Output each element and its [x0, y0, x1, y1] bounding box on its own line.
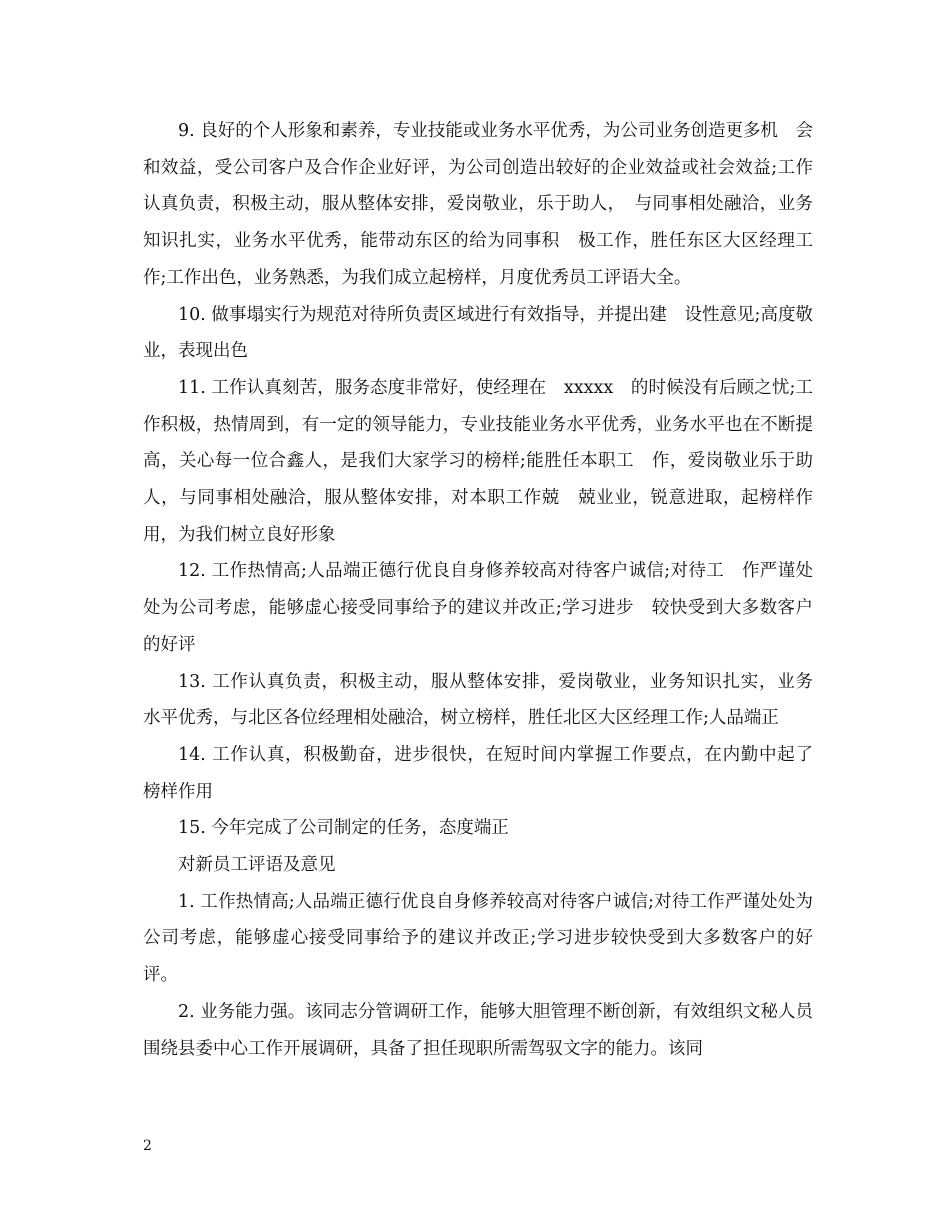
paragraph-14: 14. 工作认真，积极勤奋，进步很快，在短时间内掌握工作要点，在内勤中起了 榜样作用 [143, 744, 831, 802]
paragraph-15: 15. 今年完成了公司制定的任务，态度端正 [178, 818, 509, 839]
paragraph-11: 11. 工作认真刻苦，服务态度非常好，使经理在 xxxxx 的时候没有后顾之忧;工 作积极，热情周到，有一定的领导能力，专业技能业务水平优秀，业务水平也在不断提高，关心每一位合鑫人，是我们大家学习的榜样;能胜任本职工 作，爱岗敬业乐于助人，与同事相处融洽，服从整体安排，对本职工作兢 兢业业，锐意进取，起榜样作用，为我们树立良好形象 [143, 377, 831, 545]
paragraph-new-2: 2. 业务能力强。该同志分管调研工作，能够大胆管理不断创新，有效组织文秘人员围绕县委中心工作开展调研，具备了担任现职所需驾驭文字的能力。该同 [143, 1001, 813, 1059]
paragraph-new-1: 1. 工作热情高;人品端正德行优良自身修养较高对待客户诚信;对待工作严谨处处为公司考虑，能够虚心接受同事给予的建议并改正;学习进步较快受到大多数客户的好评。 [143, 891, 813, 986]
paragraph-10: 10. 做事塌实行为规范对待所负责区域进行有效指导，并提出建 设性意见;高度敬业，表现出色 [143, 304, 813, 362]
paragraph-9: 9. 良好的个人形象和素养，专业技能或业务水平优秀，为公司业务创造更多机 会和效益，受公司客户及合作企业好评，为公司创造出较好的企业效益或社会效益;工作认真负责，积极主动，服从整体安排，爱岗敬业，乐于助人， 与同事相处融洽，业务知识扎实，业务水平优秀，能带动东区的给为同事积 极工作，胜任东区大区经理工作;工作出色，业务熟悉，为我们成立起榜样，月度优秀员工评语大全。 [143, 121, 813, 288]
section-heading: 对新员工评语及意见 [178, 855, 336, 876]
page-number: 2 [143, 1138, 152, 1154]
paragraph-13: 13. 工作认真负责，积极主动，服从整体安排，爱岗敬业，业务知识扎实，业务 水平优秀，与北区各位经理相处融洽，树立榜样，胜任北区大区经理工作;人品端正 [143, 671, 831, 729]
body-text [143, 113, 831, 1067]
paragraph-12: 12. 工作热情高;人品端正德行优良自身修养较高对待客户诚信;对待工 作严谨处处为公司考虑，能够虚心接受同事给予的建议并改正;学习进步 较快受到大多数客户的好评 [143, 561, 813, 655]
